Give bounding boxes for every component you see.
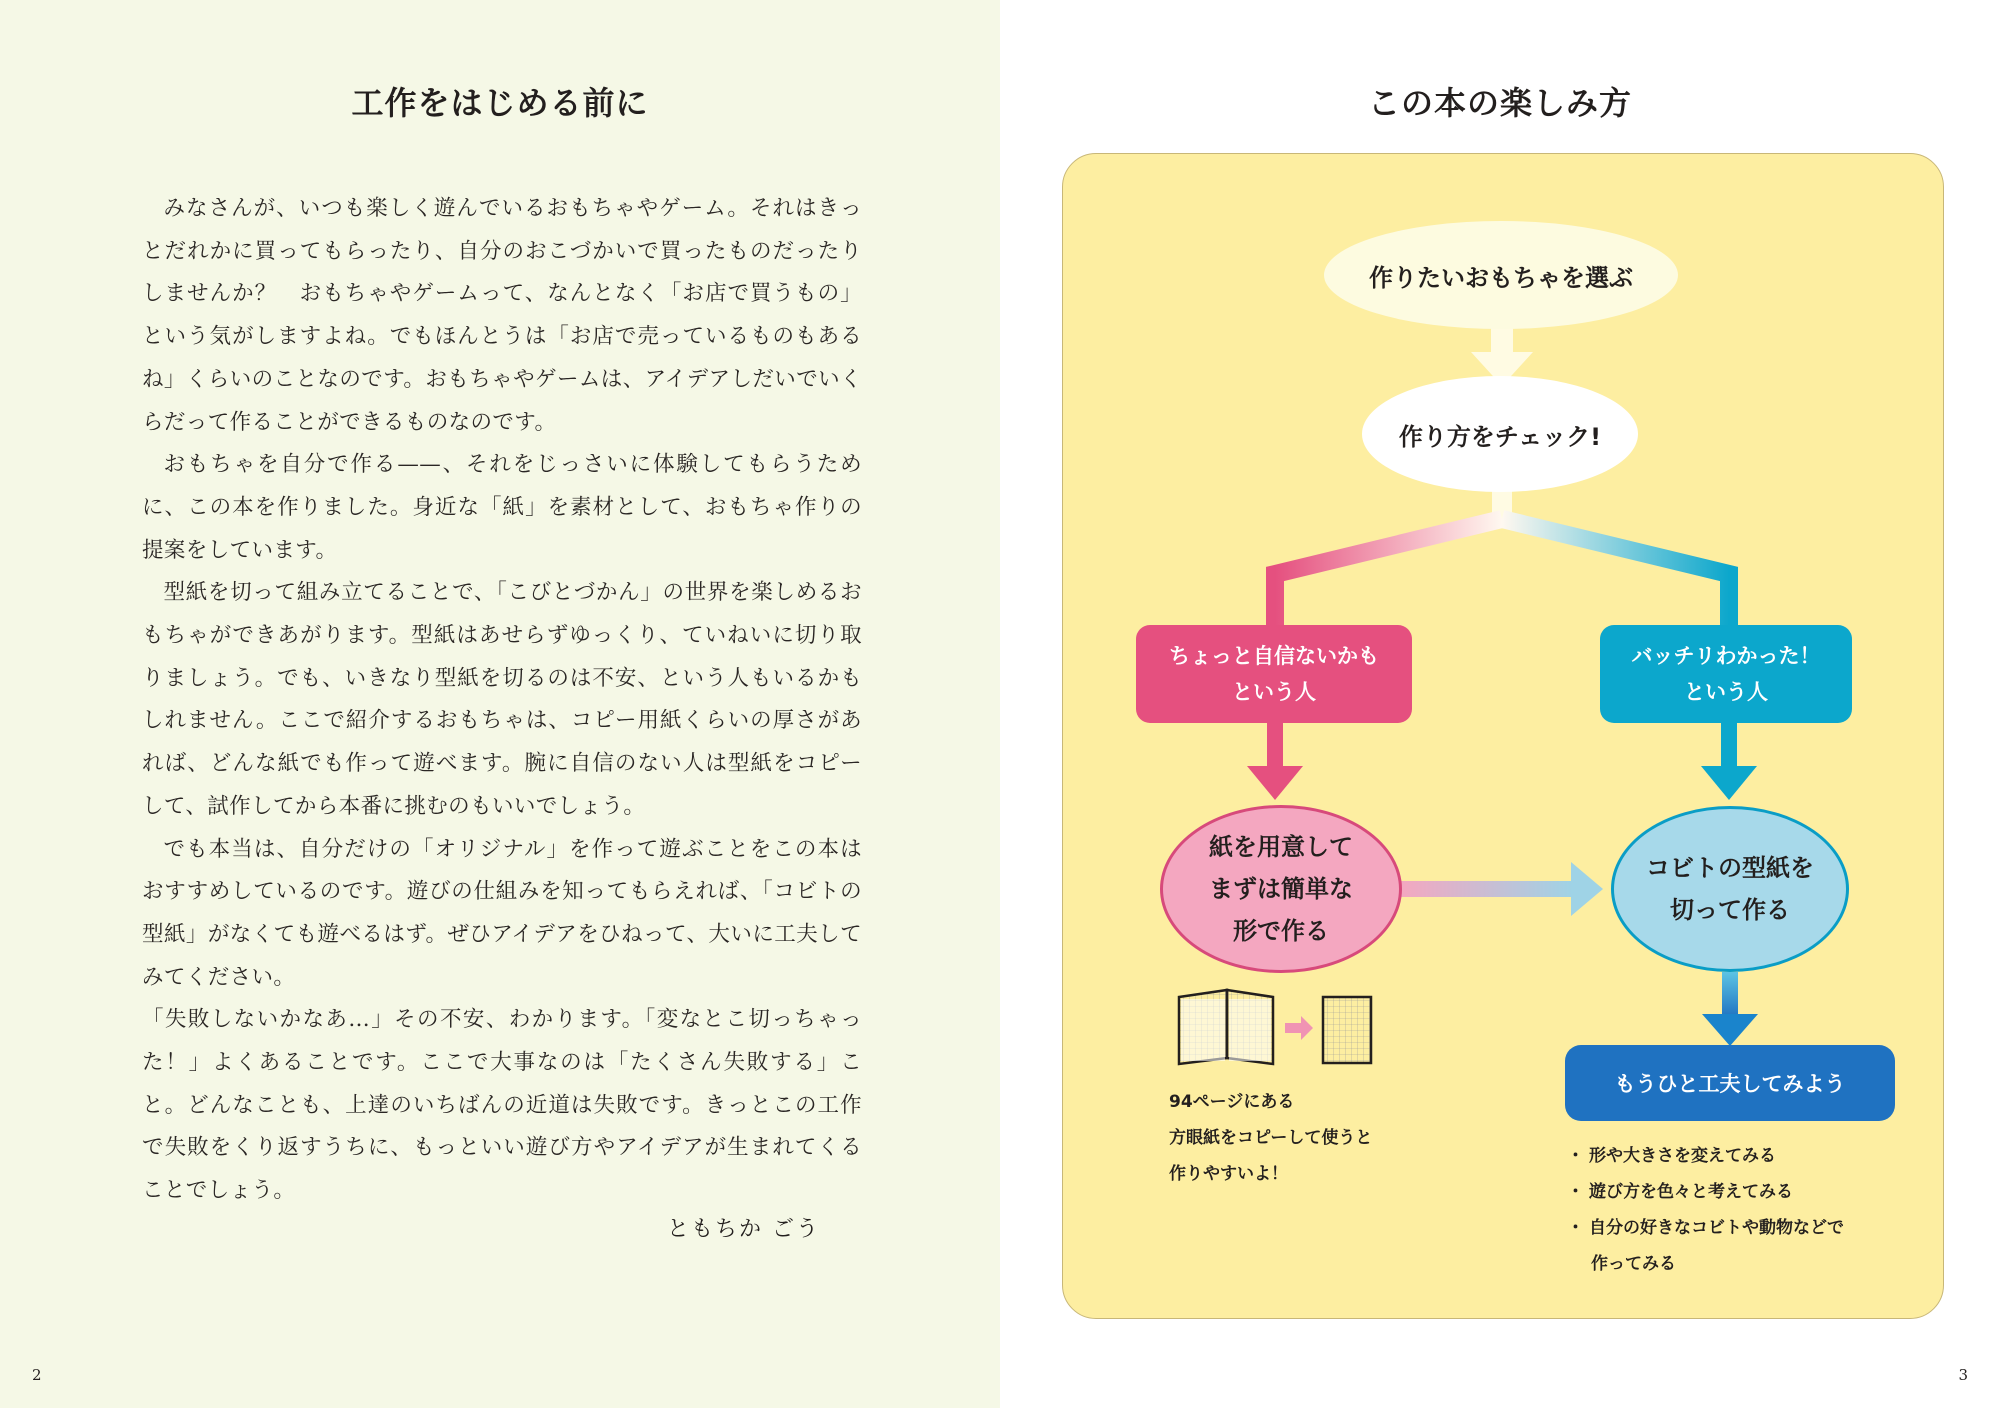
tip-item-continued: 作ってみる (1591, 1254, 1676, 1274)
node-unsure (1136, 625, 1412, 723)
arrow-down-pink-icon (1247, 766, 1303, 800)
note-line-3: 作りやすいよ！ (1169, 1164, 1288, 1184)
essay-paragraph-2: おもちゃを自分で作る——、それをじっさいに体験してもらうために、この本を作りました。身近な「紙」を素材として、おもちゃ作りの提案をしています。 (142, 452, 862, 563)
node-confident-line-2: という人 (1684, 680, 1768, 704)
node-unsure-line-2: という人 (1232, 680, 1316, 704)
node-check-method (1362, 376, 1638, 492)
flowchart-panel (1062, 153, 1944, 1319)
essay-paragraph-5: 「失敗しないかなあ…」その不安、わかります。「変なとこ切っちゃった！」よくあることです。ここで大事なのは「たくさん失敗する」こと。どんなことも、上達のいちばんの近道は失敗です。きっとこの工作で失敗をくり返すうちに、もっといい遊び方やアイデアが生まれてくることでしょう。 (142, 1007, 862, 1204)
node-check-method-label: 作り方をチェック! (1398, 422, 1602, 451)
essay-paragraph-4: でも本当は、自分だけの「オリジナル」を作って遊ぶことをこの本はおすすめしているのです。遊びの仕組みを知ってもらえれば、「コビトの型紙」がなくても遊べるはず。ぜひアイデアをひねって、大いに工夫してみてください。 (142, 836, 862, 990)
tip-item: ・ 形や大きさを変えてみる (1571, 1138, 1844, 1174)
improvement-tips (1571, 1138, 1844, 1282)
node-unsure-line-1: ちょっと自信ないかも (1169, 644, 1379, 668)
connector-top (1491, 326, 1513, 354)
author-signature: ともちか ごう (667, 1217, 820, 1242)
node-prepare-line-2: まずは簡単な (1209, 875, 1353, 903)
book-icon (1179, 990, 1273, 1064)
branch-left (1275, 519, 1502, 628)
node-confident-line-1: バッチリわかった！ (1631, 644, 1821, 668)
node-prepare-line-1: 紙を用意して (1209, 833, 1353, 861)
right-page-title: この本の楽しみ方 (1367, 84, 1632, 122)
node-choose-toy-label: 作りたいおもちゃを選ぶ (1369, 263, 1633, 292)
node-prepare-line-3: 形で作る (1233, 917, 1329, 945)
node-improve-label: もうひと工夫してみよう (1614, 1072, 1846, 1096)
node-cut-line-1: コビトの型紙を (1646, 854, 1814, 882)
node-cut-line-2: 切って作る (1670, 896, 1790, 924)
arrow-right-small-icon (1285, 1016, 1313, 1040)
arrow-down-cyan-icon (1701, 766, 1757, 800)
graph-paper-icon (1323, 997, 1371, 1063)
node-choose-toy (1324, 221, 1678, 329)
essay-paragraph-3: 型紙を切って組み立てることで、「こびとづかん」の世界を楽しめるおもちゃができあがります。型紙はあせらずゆっくり、ていねいに切り取りましょう。でも、いきなり型紙を切るのは不安、という人もいるかもしれません。ここで紹介するおもちゃは、コピー用紙くらいの厚さがあれば、どんな紙でも作って遊べます。腕に自信のない人は型紙をコピーして、試作してから本番に挑むのもいいでしょう。 (142, 580, 862, 819)
note-line-1: 94ページにある (1169, 1092, 1295, 1112)
branch-right (1502, 519, 1729, 628)
arrow-down-blue-icon (1702, 1014, 1758, 1046)
node-improve (1565, 1045, 1895, 1121)
right-page (1000, 0, 2000, 1408)
essay-paragraph-1: みなさんが、いつも楽しく遊んでいるおもちゃやゲーム。それはきっとだれかに買ってもらったり、自分のおこづかいで買ったものだったりしませんか？ おもちゃやゲームって、なんとなく「お店で買うもの」という気がしますよね。でもほんとうは「お店で売っているものもあるね」くらいのことなのです。おもちゃやゲームは、アイデアしだいでいくらだって作ることができるものなのです。 (142, 196, 862, 435)
arrow-right-icon (1571, 862, 1603, 916)
graph-paper-note (1169, 1084, 1372, 1192)
essay-body (142, 188, 862, 1213)
page-number-left: 2 (32, 1366, 42, 1384)
node-prepare-paper (1160, 805, 1402, 973)
left-page-title: 工作をはじめる前に (351, 84, 649, 122)
tip-item: ・ 遊び方を色々と考えてみる (1571, 1174, 1844, 1210)
tip-item: ・ 自分の好きなコビトや動物などで (1571, 1210, 1844, 1246)
page-number-right: 3 (1958, 1366, 1968, 1384)
node-cut-template (1611, 806, 1849, 972)
node-confident (1600, 625, 1852, 723)
note-line-2: 方眼紙をコピーして使うと (1169, 1128, 1373, 1148)
